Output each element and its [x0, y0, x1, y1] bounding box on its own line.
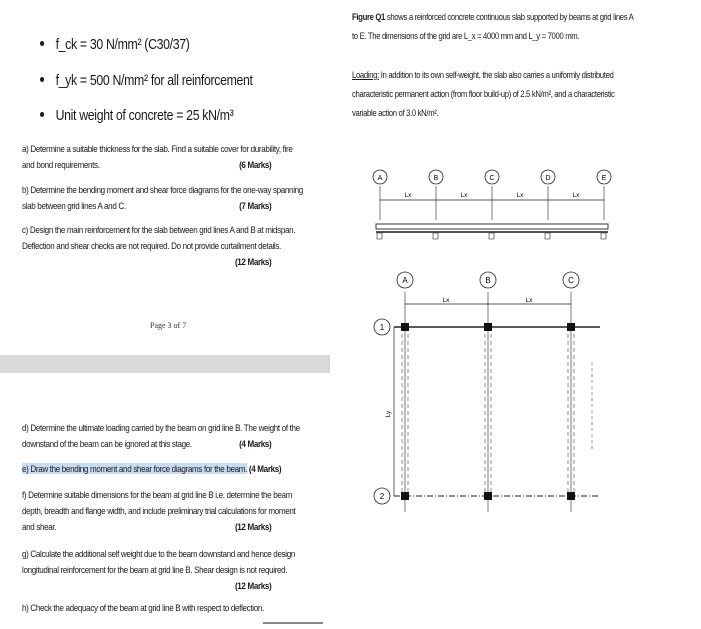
question-g — [22, 546, 306, 594]
grid-bubble-2 — [374, 488, 390, 504]
bullet-text: f_ck = 30 N/mm² (C30/37) — [55, 36, 190, 53]
question-line: g) Calculate the additional self weight due to the beam downstand and hence design — [22, 548, 296, 559]
figure-description — [352, 8, 654, 46]
loading-label: Loading: — [352, 70, 379, 80]
question-b — [22, 182, 306, 214]
question-a — [22, 141, 306, 173]
question-line: Deflection and shear checks are not required. Do not provide curtailment details. — [22, 240, 281, 251]
loading-text: characteristic permanent action (from floor build-up) of 2.5 kN/m², and a characteristic — [352, 89, 615, 99]
svg-text:B: B — [485, 276, 491, 285]
slab-elevation — [376, 224, 608, 229]
svg-text:D: D — [545, 175, 551, 182]
question-line: c) Design the main reinforcement for the slab between grid lines A and B at midspan. — [22, 224, 296, 235]
span-label: Lx — [572, 192, 580, 199]
question-line: a) Determine a suitable thickness for the slab. Find a suitable cover for durability, fire — [22, 143, 293, 154]
question-d — [22, 420, 306, 452]
span-label: Lx — [442, 297, 450, 304]
marks: (6 Marks) — [239, 159, 272, 170]
question-f — [22, 487, 306, 535]
marks: (12 Marks) — [234, 521, 272, 532]
marks: (12 Marks) — [234, 580, 272, 591]
question-line: h) Check the adequacy of the beam at grid line B with respect to deflection. — [22, 602, 264, 613]
column — [567, 492, 575, 500]
grid-bubble-a — [373, 170, 387, 184]
svg-text:E: E — [601, 175, 607, 182]
question-line: slab between grid lines A and C. — [22, 200, 126, 211]
grid-bubble-1 — [374, 319, 390, 335]
question-c — [22, 222, 306, 270]
bullet-text: Unit weight of concrete = 25 kN/m³ — [55, 107, 234, 124]
column — [401, 492, 409, 500]
svg-text:2: 2 — [379, 492, 385, 501]
bullet-dot — [40, 112, 44, 117]
grid-bubble-b — [429, 170, 443, 184]
marks: (4 Marks) — [248, 463, 282, 474]
plan-diagram — [368, 262, 618, 517]
svg-text:A: A — [402, 276, 408, 285]
grid-bubble-a — [397, 272, 413, 288]
grid-bubble-c — [485, 170, 499, 184]
bullet-unit-weight — [40, 107, 233, 124]
bullet-fyk — [40, 72, 253, 89]
question-line: downstand of the beam can be ignored at this stage. — [22, 438, 192, 449]
column — [484, 323, 492, 331]
question-e — [22, 461, 306, 477]
question-line: f) Determine suitable dimensions for the beam at grid line B i.e. determine the beam — [22, 489, 293, 500]
svg-text:C: C — [489, 175, 495, 182]
figure-text: shows a reinforced concrete continuous slab supported by beams at grid lines A — [386, 12, 634, 22]
grid-bubble-c — [563, 272, 579, 288]
scroll-fragment — [263, 622, 323, 624]
column — [567, 323, 575, 331]
loading-text: variable action of 3.0 kN/m². — [352, 108, 439, 118]
column — [484, 492, 492, 500]
span-label-ly: Ly — [385, 410, 392, 418]
figure-text: to E. The dimensions of the grid are L_x = 4000 mm and L_y = 7000 mm. — [352, 31, 580, 41]
svg-text:1: 1 — [379, 323, 385, 332]
question-line: e) Draw the bending moment and shear force diagrams for the beam. — [22, 463, 248, 474]
figure-title: Figure Q1 — [352, 12, 386, 22]
svg-text:B: B — [433, 175, 439, 182]
marks: (7 Marks) — [239, 200, 272, 211]
page-footer: Page 3 of 7 — [150, 321, 187, 330]
bullet-dot — [40, 77, 44, 82]
grid-bubble-d — [541, 170, 555, 184]
marks: (4 Marks) — [239, 438, 272, 449]
question-line: d) Determine the ultimate loading carried by the beam on grid line B. The weight of the — [22, 422, 300, 433]
svg-text:A: A — [377, 175, 383, 182]
elevation-diagram — [360, 160, 660, 260]
span-label: Lx — [404, 192, 412, 199]
page-break-bar — [0, 355, 330, 373]
question-line: and shear. — [22, 521, 57, 532]
grid-bubble-e — [597, 170, 611, 184]
bullet-dot — [40, 41, 44, 46]
grid-bubble-b — [480, 272, 496, 288]
question-line: longitudinal reinforcement for the beam at grid line B. Shear design is not required. — [22, 564, 288, 575]
slab-underside — [376, 231, 608, 233]
question-line: depth, breadth and flange width, and include preliminary trial calculations for moment — [22, 505, 296, 516]
column — [401, 323, 409, 331]
question-line: and bond requirements. — [22, 159, 100, 170]
span-label: Lx — [460, 192, 468, 199]
svg-text:C: C — [568, 276, 574, 285]
span-label: Lx — [516, 192, 524, 199]
question-line: b) Determine the bending moment and shear force diagrams for the one-way spanning — [22, 184, 303, 195]
loading-text: In addition to its own self-weight, the slab also carries a uniformly distributed — [380, 70, 614, 80]
loading-description — [352, 66, 654, 123]
span-label: Lx — [525, 297, 533, 304]
marks: (12 Marks) — [234, 256, 272, 267]
question-h — [22, 600, 306, 616]
bullet-fck — [40, 36, 190, 53]
bullet-text: f_yk = 500 N/mm² for all reinforcement — [55, 72, 253, 89]
